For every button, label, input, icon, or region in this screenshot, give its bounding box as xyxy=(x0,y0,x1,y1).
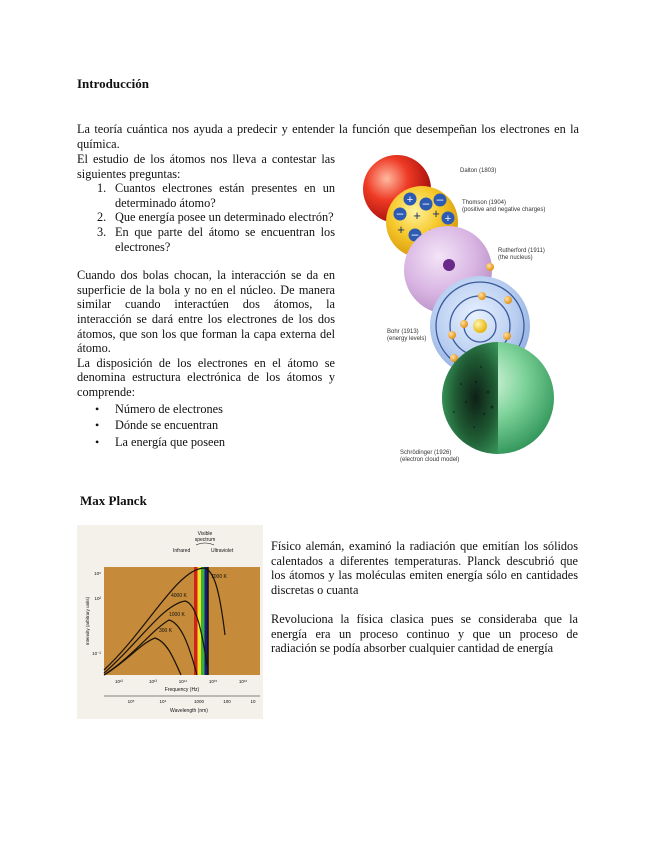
label-dalton: Dalton (1803) xyxy=(460,168,497,174)
svg-text:+: + xyxy=(444,213,452,225)
bullet-icon: • xyxy=(95,401,100,416)
label-schrodinger: Schrödinger (1926) xyxy=(400,450,452,456)
list-text: Cuantos electrones están presentes en un determinado átomo? xyxy=(115,181,335,210)
label-thomson-sub: (positive and negative charges) xyxy=(462,207,546,213)
label-bohr: Bohr (1913) xyxy=(387,329,419,335)
list-text: Que energía posee un determinado electrón? xyxy=(115,210,334,225)
x2-tick: 10⁵ xyxy=(127,699,135,704)
svg-text:+: + xyxy=(397,222,405,237)
series-label-300k: 300 K xyxy=(159,628,173,634)
series-label-7000k: 7000 K xyxy=(211,574,227,580)
atom-models-figure xyxy=(356,152,578,470)
list-number: 1. xyxy=(97,181,107,196)
y-tick: 10² xyxy=(94,596,101,601)
plot-area xyxy=(104,567,260,675)
blackbody-chart xyxy=(77,525,263,719)
band-ultraviolet: Ultraviolet xyxy=(211,548,234,554)
label-schrodinger-sub: (electron cloud model) xyxy=(400,457,460,463)
list-item xyxy=(77,402,335,417)
intro-lead: La teoría cuántica nos ayuda a predecir y entender la función que desempeñan los electrones en la química. xyxy=(77,122,579,151)
config-paragraph: La disposición de los electrones en el átomo se denomina estructura electrónica de los átomos y comprende: xyxy=(77,355,335,399)
svg-text:+: + xyxy=(413,208,421,223)
x-tick: 10¹³ xyxy=(148,679,158,684)
x2-axis-label: Wavelength (nm) xyxy=(170,708,208,714)
x2-tick: 100 xyxy=(223,699,231,704)
svg-text:–: – xyxy=(436,192,444,206)
questions-list xyxy=(77,181,335,254)
planck-heading: Max Planck xyxy=(80,493,147,508)
x-tick: 10¹² xyxy=(114,679,124,684)
intro-heading: Introducción xyxy=(77,76,149,91)
planck-paragraph-2: Revoluciona la física clasica pues se consideraba que la energía era un proceso continuo y que un proceso de radiación se podía absorber cualquier cantidad de energía xyxy=(271,612,578,656)
list-item xyxy=(77,435,335,450)
svg-text:–: – xyxy=(396,206,404,220)
x2-tick: 1000 xyxy=(193,699,205,704)
band-green xyxy=(201,567,205,675)
list-number: 2. xyxy=(97,210,107,225)
list-item xyxy=(77,225,335,254)
list-number: 3. xyxy=(97,224,107,239)
bohr-nucleus xyxy=(473,319,487,333)
rutherford-electron xyxy=(486,263,494,271)
svg-text:–: – xyxy=(411,227,419,241)
svg-text:–: – xyxy=(422,196,430,210)
band-title: Visible xyxy=(197,531,213,537)
collision-paragraph: Cuando dos bolas chocan, la interacción se da en superficie de la bola y no en el núcleo. De manera similar cuando interactúen dos átomos, la interacción se dará entre los electrones de los dos átomos, que son los que forman la capa externa del átomo. xyxy=(77,268,335,356)
x-axis-label: Frequency (Hz) xyxy=(164,687,200,693)
band-title-2: spectrum xyxy=(194,537,216,543)
list-item xyxy=(77,181,335,210)
y-tick: 10⁻² xyxy=(92,651,101,656)
bullet-icon: • xyxy=(95,418,100,433)
label-rutherford-sub: (the nucleus) xyxy=(498,255,533,261)
y-axis-label: Intensity (arbitrary units) xyxy=(85,596,90,646)
x-tick: 10¹⁶ xyxy=(238,679,248,684)
planck-paragraph-1: Físico alemán, examinó la radiación que emitían los sólidos calentados a diferentes temperaturas. Planck descubrió que los átomos y las moléculas emiten energía sólo en cantidades discretas o cuanta xyxy=(271,539,578,597)
series-label-1000k: 1000 K xyxy=(169,612,185,618)
list-item xyxy=(77,210,335,225)
y-tick: 10⁶ xyxy=(94,571,101,576)
list-text: La energía que poseen xyxy=(115,434,226,449)
label-rutherford: Rutherford (1911) xyxy=(498,248,545,254)
x2-tick: 10⁴ xyxy=(159,699,167,704)
questions-intro: El estudio de los átomos nos lleva a contestar las siguientes preguntas: xyxy=(77,152,335,181)
band-red xyxy=(194,567,198,675)
list-text: En que parte del átomo se encuentran los electrones? xyxy=(115,224,335,254)
x2-tick: 10 xyxy=(250,699,256,704)
intro-left-column xyxy=(77,152,335,449)
bullet-list xyxy=(77,402,335,450)
svg-text:+: + xyxy=(406,194,414,206)
list-item xyxy=(77,418,335,433)
label-thomson: Thomson (1904) xyxy=(462,200,507,206)
label-bohr-sub: (energy levels) xyxy=(387,336,427,342)
list-text: Número de electrones xyxy=(115,401,223,416)
list-text: Dónde se encuentran xyxy=(115,418,219,433)
rutherford-nucleus xyxy=(443,259,455,271)
bullet-icon: • xyxy=(95,434,100,449)
svg-text:+: + xyxy=(432,206,440,221)
x-tick: 10¹⁵ xyxy=(208,679,218,684)
band-infrared: Infrared xyxy=(173,548,191,554)
x-tick: 10¹⁴ xyxy=(178,679,188,684)
series-label-4000k: 4000 K xyxy=(171,593,187,599)
